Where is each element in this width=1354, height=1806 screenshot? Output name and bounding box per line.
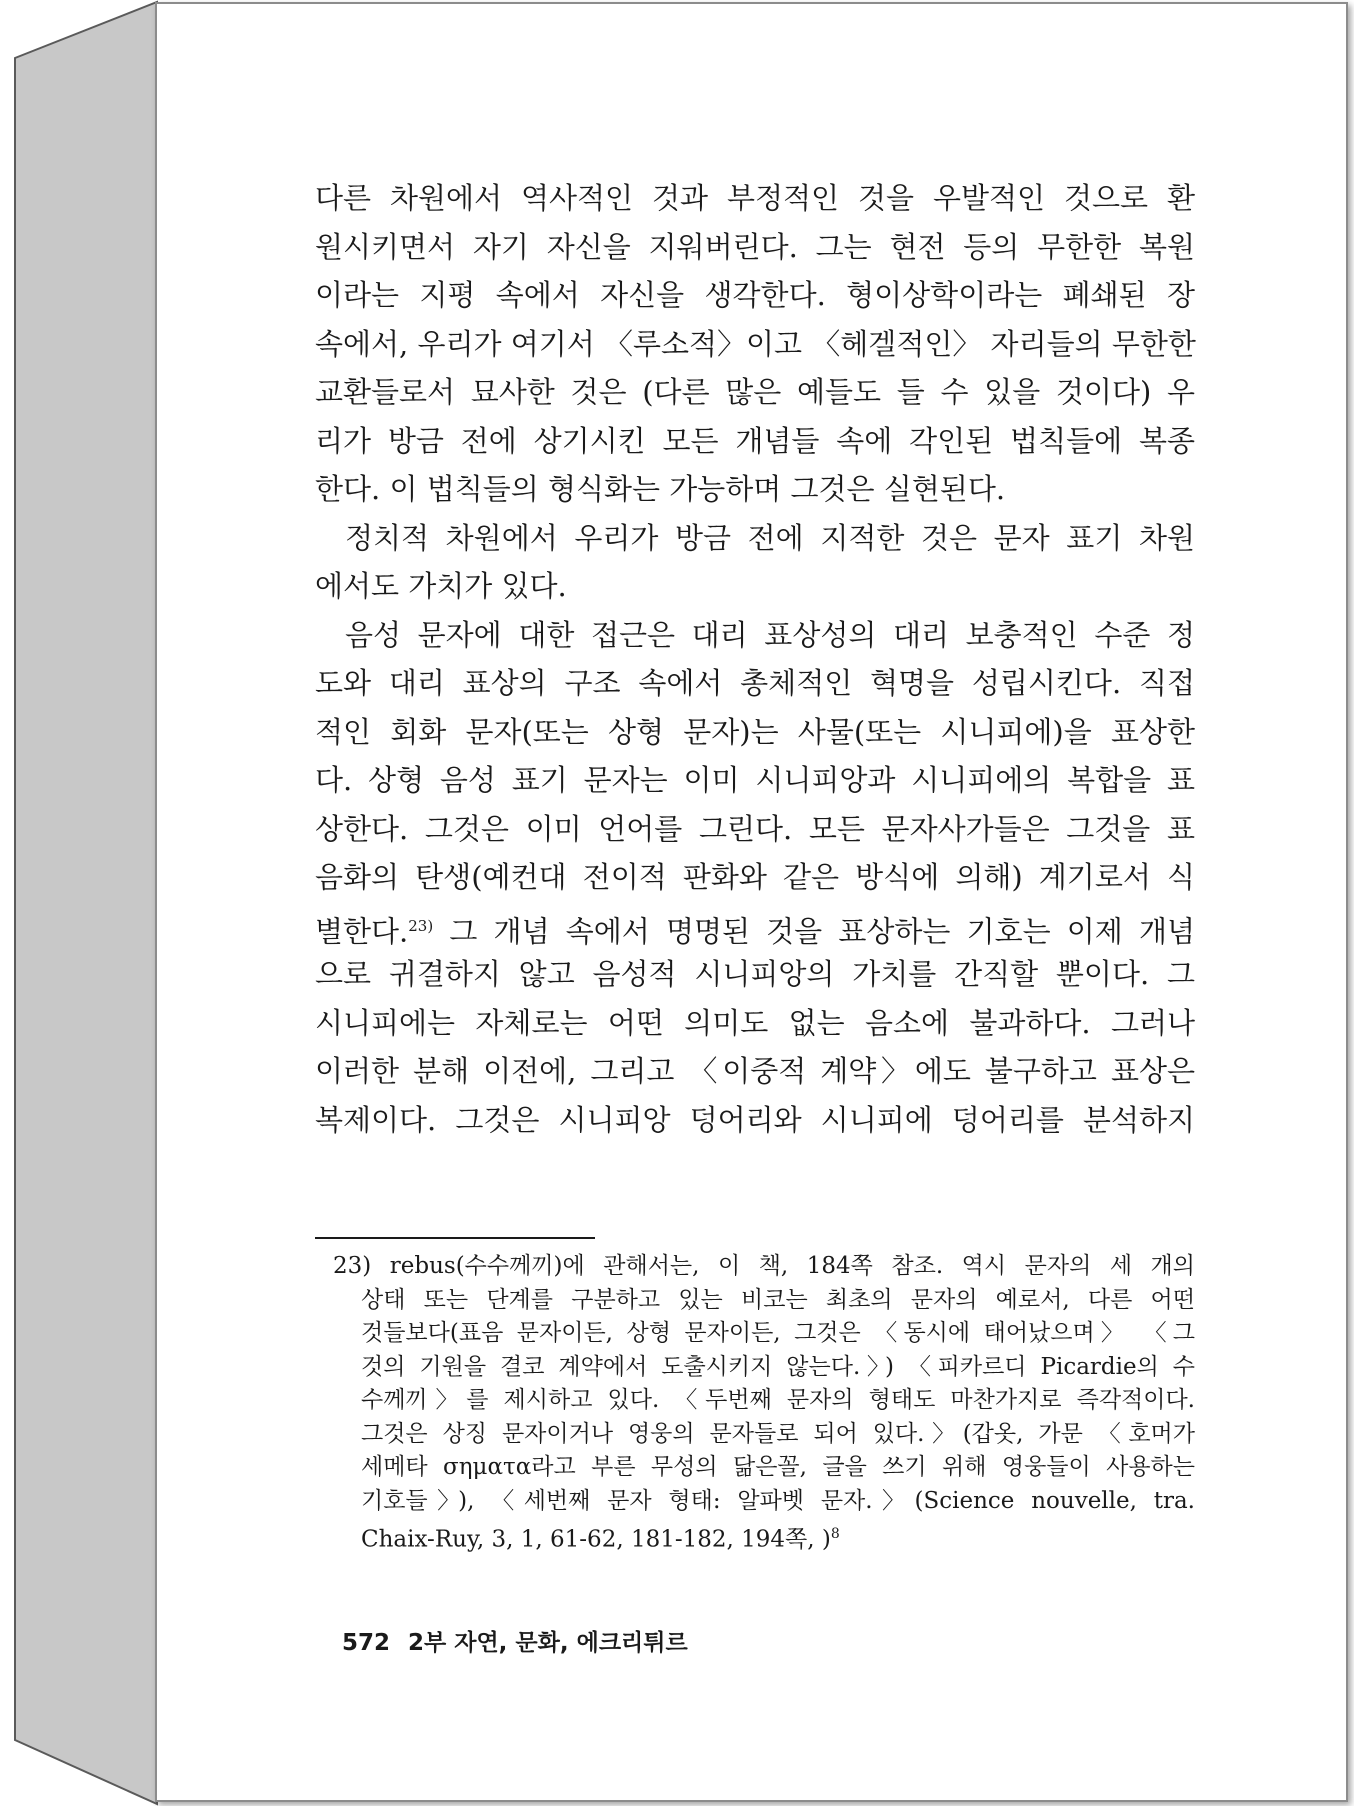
text-line: 원시키면서 자기 자신을 지워버린다. 그는 현전 등의 무한한 복원 <box>315 229 1195 264</box>
main-text <box>315 174 1195 1144</box>
footnote-line: 23) rebus(수수께끼)에 관해서는, 이 책, 184쪽 참조. 역시 문자의 세 개의 <box>333 1253 1195 1279</box>
footnote-line: 수께끼〉를 제시하고 있다. 〈두번째 문자의 형태도 마찬가지로 즉각적이다. <box>361 1387 1195 1413</box>
spine-face <box>15 2 157 1804</box>
footnote-fragment: Chaix-Ruy, 3, 1, 61-62, 181-182, 194쪽, ) <box>361 1526 831 1553</box>
footnote-line <box>333 1518 1195 1552</box>
footnote-line: 세메타 σηματα라고 부른 무성의 닮은꼴, 글을 쓰기 위해 영웅들이 사용하는 <box>361 1454 1195 1480</box>
book-spine <box>0 0 160 1806</box>
text-line: 상한다. 그것은 이미 언어를 그린다. 모든 문자사가들은 그것을 표 <box>315 811 1195 846</box>
footnote-ref[interactable]: 23) <box>408 916 434 935</box>
text-line <box>315 902 1195 951</box>
text-line: 이러한 분해 이전에, 그리고 〈이중적 계약〉에도 불구하고 표상은 <box>315 1054 1195 1088</box>
footnote-superscript: 8 <box>830 1526 840 1542</box>
text-line: 정치적 차원에서 우리가 방금 전에 지적한 것은 문자 표기 차원 <box>345 520 1195 555</box>
footnote-line: 것의 기원을 결코 계약에서 도출시키지 않는다.〉) 〈피카르디 Picardie의 수 <box>361 1353 1195 1380</box>
text-line: 으로 귀결하지 않고 음성적 시니피앙의 가치를 간직할 뿐이다. 그 <box>315 957 1195 991</box>
text-line: 한다. 이 법칙들의 형식화는 가능하며 그것은 실현된다. <box>315 472 1006 506</box>
text-line: 시니피에는 자체로는 어떤 의미도 없는 음소에 불과하다. 그러나 <box>315 1005 1195 1040</box>
book-page <box>155 2 1348 1802</box>
text-fragment: 그 개념 속에서 명명된 것을 표상하는 기호는 이제 개념 <box>433 914 1195 949</box>
text-line: 속에서, 우리가 여기서 〈루소적〉이고 〈헤겔적인〉 자리들의 무한한 <box>315 326 1196 361</box>
text-line: 복제이다. 그것은 시니피앙 덩어리와 시니피에 덩어리를 분석하지 <box>315 1102 1195 1137</box>
footnote-line: 그것은 상징 문자이거나 영웅의 문자들로 되어 있다.〉(갑옷, 가문 〈호머가 <box>361 1420 1195 1447</box>
text-line: 이라는 지평 속에서 자신을 생각한다. 형이상학이라는 폐쇄된 장 <box>315 278 1195 312</box>
text-line: 적인 회화 문자(또는 상형 문자)는 사물(또는 시니피에)을 표상한 <box>315 714 1195 749</box>
text-line: 도와 대리 표상의 구조 속에서 총체적인 혁명을 성립시킨다. 직접 <box>315 666 1195 700</box>
text-line: 에서도 가치가 있다. <box>315 569 567 603</box>
text-line: 음성 문자에 대한 접근은 대리 표상성의 대리 보충적인 수준 정 <box>345 617 1195 652</box>
footnote-block <box>333 1250 1195 1552</box>
text-line: 음화의 탄생(예컨대 전이적 판화와 같은 방식에 의해) 계기로서 식 <box>315 860 1195 894</box>
section-title: 2부 자연, 문화, 에크리튀르 <box>408 1630 688 1656</box>
running-footer <box>342 1624 688 1657</box>
text-line: 다. 상형 음성 표기 문자는 이미 시니피앙과 시니피에의 복합을 표 <box>315 763 1195 797</box>
page-number: 572 <box>342 1630 391 1656</box>
footnote-line: 기호들〉), 〈세번째 문자 형태: 알파벳 문자.〉(Science nouvelle, tra. <box>361 1487 1195 1514</box>
text-line: 다른 차원에서 역사적인 것과 부정적인 것을 우발적인 것으로 환 <box>315 181 1195 215</box>
footnote-divider <box>315 1237 595 1239</box>
text-line: 교환들로서 묘사한 것은 (다른 많은 예들도 들 수 있을 것이다) 우 <box>315 375 1195 409</box>
text-fragment: 별한다. <box>315 914 409 949</box>
footnote-line: 것들보다(표음 문자이든, 상형 문자이든, 그것은 〈동시에 태어났으며〉 〈그 <box>361 1320 1195 1346</box>
footnote-line: 상태 또는 단계를 구분하고 있는 비코는 최초의 문자의 예로서, 다른 어떤 <box>361 1286 1195 1313</box>
text-line: 리가 방금 전에 상기시킨 모든 개념들 속에 각인된 법칙들에 복종 <box>315 423 1195 458</box>
